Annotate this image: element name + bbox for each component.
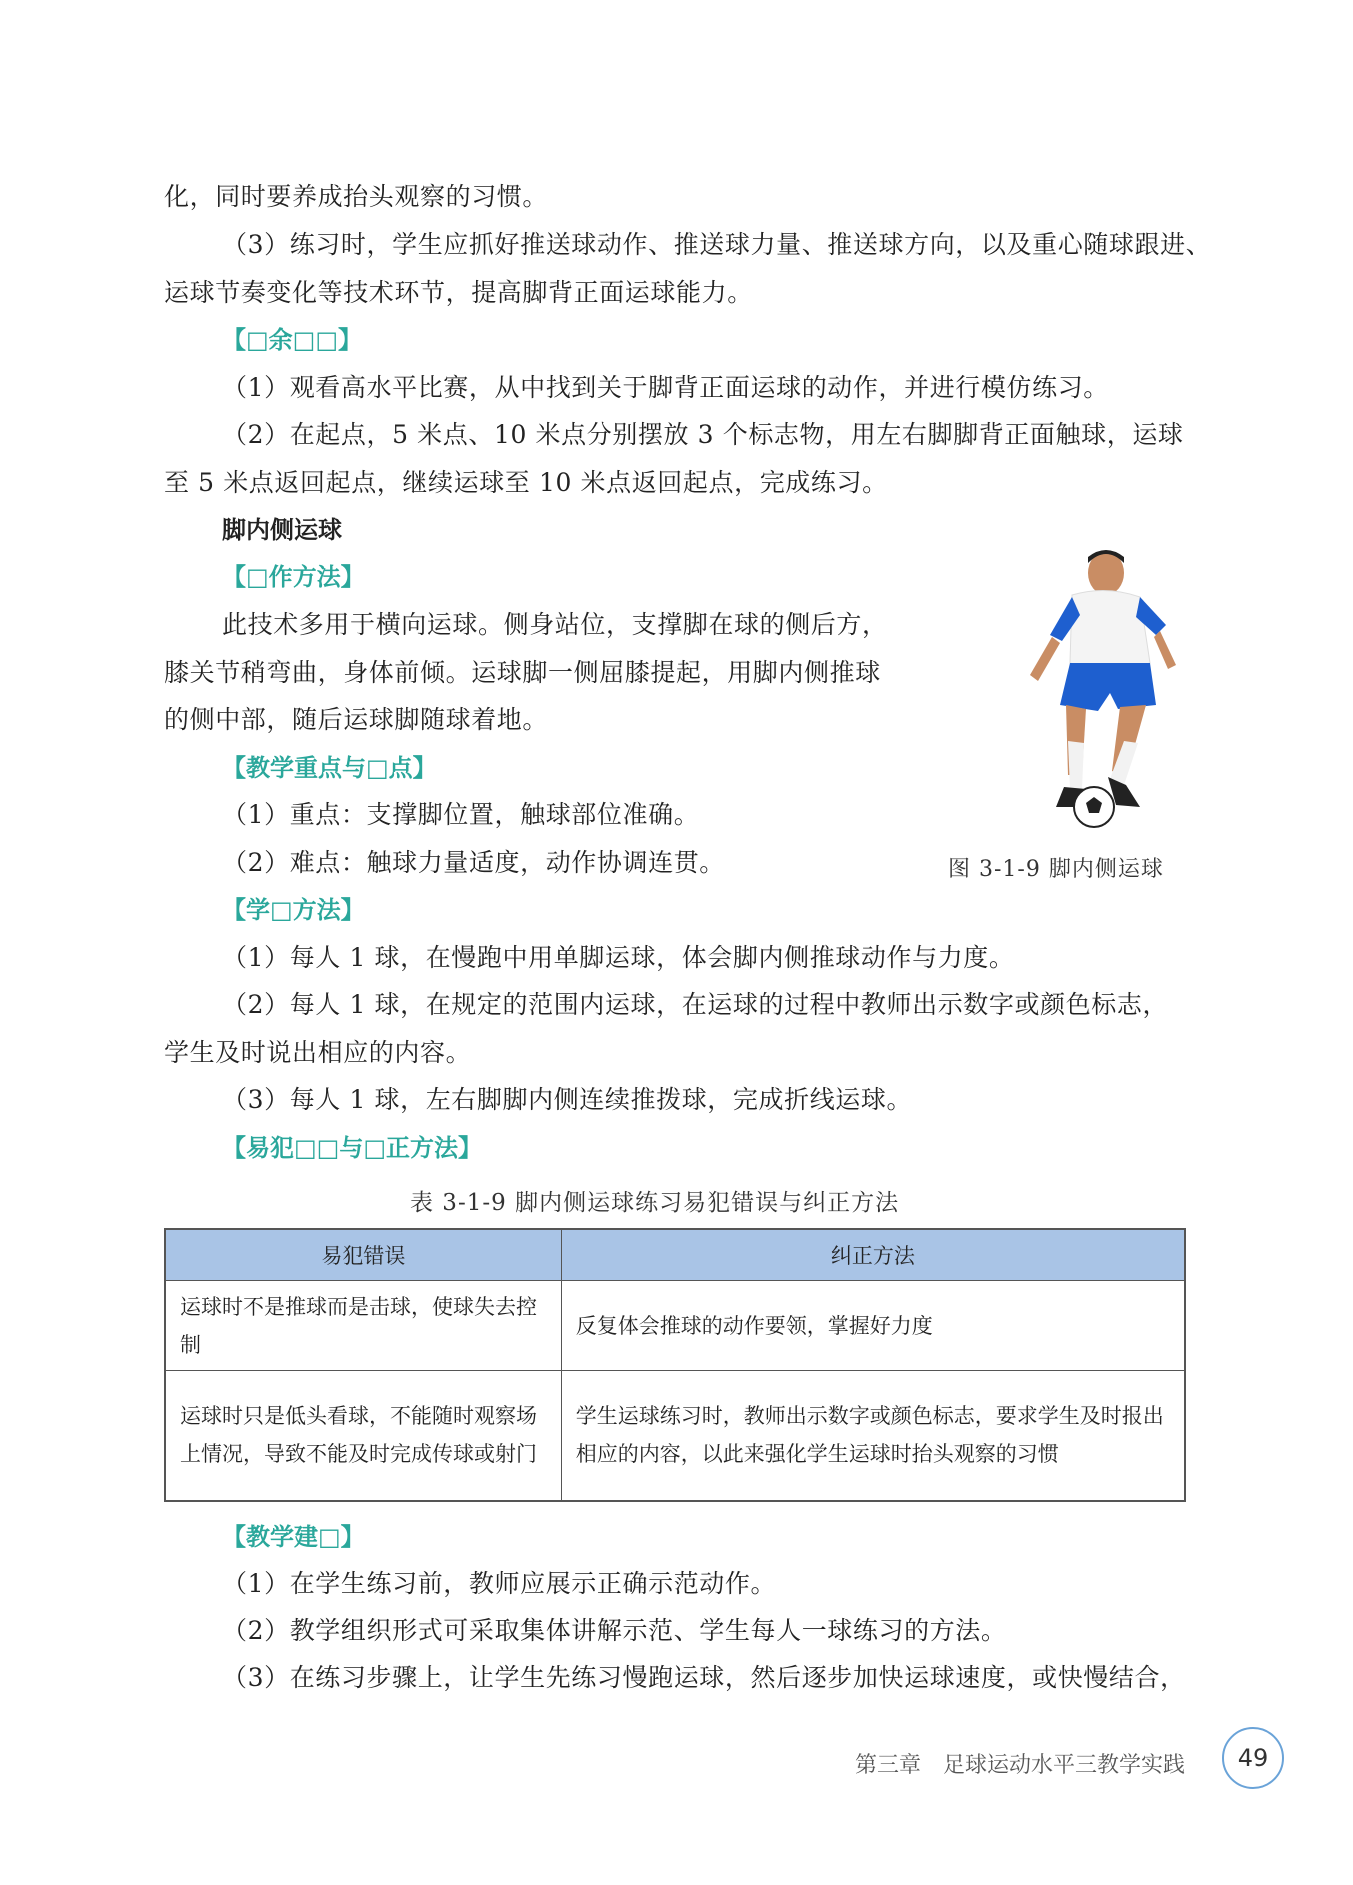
text-line: 的侧中部，随后运球脚随球着地。 xyxy=(164,705,549,734)
section-heading: 【□余□□】 xyxy=(222,326,363,354)
text-line: （1）在学生练习前，教师应展示正确示范动作。 xyxy=(222,1569,777,1598)
soccer-player-figure xyxy=(990,545,1210,845)
text-line: （2）难点：触球力量适度，动作协调连贯。 xyxy=(222,848,725,877)
table-cell: 运球时只是低头看球，不能随时观察场上情况，导致不能及时完成传球或射门 xyxy=(165,1371,561,1501)
section-heading: 【□作方法】 xyxy=(222,563,365,591)
text-line: 至 5 米点返回起点，继续运球至 10 米点返回起点，完成练习。 xyxy=(164,468,888,497)
table-header: 纠正方法 xyxy=(561,1229,1185,1281)
table-cell: 学生运球练习时，教师出示数字或颜色标志，要求学生及时报出相应的内容，以此来强化学生运球时抬头观察的习惯 xyxy=(561,1371,1185,1501)
section-heading: 【教学建□】 xyxy=(222,1523,365,1551)
text-line: （3）在练习步骤上，让学生先练习慢跑运球，然后逐步加快运球速度，或快慢结合， xyxy=(222,1663,1186,1692)
chapter-footer: 第三章 足球运动水平三教学实践 xyxy=(854,1753,1185,1778)
text-line: （2）教学组织形式可采取集体讲解示范、学生每人一球练习的方法。 xyxy=(222,1616,1007,1645)
text-line: 学生及时说出相应的内容。 xyxy=(164,1038,472,1067)
text-line: （3）每人 1 球，左右脚脚内侧连续推拨球，完成折线运球。 xyxy=(222,1085,913,1114)
text-line: （1）观看高水平比赛，从中找到关于脚背正面运球的动作，并进行模仿练习。 xyxy=(222,373,1109,402)
section-heading: 【学□方法】 xyxy=(222,896,365,924)
text-line: （2）在起点，5 米点、10 米点分别摆放 3 个标志物，用左右脚脚背正面触球，运球 xyxy=(222,420,1184,449)
table-row xyxy=(165,1281,1185,1371)
table-title: 表 3-1-9 脚内侧运球练习易犯错误与纠正方法 xyxy=(410,1190,900,1216)
text-line: （1）每人 1 球，在慢跑中用单脚运球，体会脚内侧推球动作与力度。 xyxy=(222,943,1015,972)
section-heading: 【教学重点与□点】 xyxy=(222,754,437,782)
text-line: 此技术多用于横向运球。侧身站位，支撑脚在球的侧后方， xyxy=(222,610,888,639)
text-line: 膝关节稍弯曲，身体前倾。运球脚一侧屈膝提起，用脚内侧推球 xyxy=(164,658,881,687)
text-line: （1）重点：支撑脚位置，触球部位准确。 xyxy=(222,800,700,829)
figure-caption: 图 3-1-9 脚内侧运球 xyxy=(948,857,1164,882)
table-cell: 反复体会推球的动作要领，掌握好力度 xyxy=(561,1281,1185,1371)
page-number: 49 xyxy=(1222,1727,1284,1789)
table-row xyxy=(165,1371,1185,1501)
error-correction-table xyxy=(164,1228,1186,1502)
section-heading: 【易犯□□与□正方法】 xyxy=(222,1134,483,1162)
text-line: 运球节奏变化等技术环节，提高脚背正面运球能力。 xyxy=(164,278,753,307)
text-line: （3）练习时，学生应抓好推送球动作、推送球力量、推送球方向，以及重心随球跟进、 xyxy=(222,230,1212,259)
text-line: （2）每人 1 球，在规定的范围内运球，在运球的过程中教师出示数字或颜色标志， xyxy=(222,990,1169,1019)
subsection-title: 脚内侧运球 xyxy=(222,516,342,544)
text-line: 化，同时要养成抬头观察的习惯。 xyxy=(164,182,549,211)
table-header: 易犯错误 xyxy=(165,1229,561,1281)
table-cell: 运球时不是推球而是击球，使球失去控制 xyxy=(165,1281,561,1371)
